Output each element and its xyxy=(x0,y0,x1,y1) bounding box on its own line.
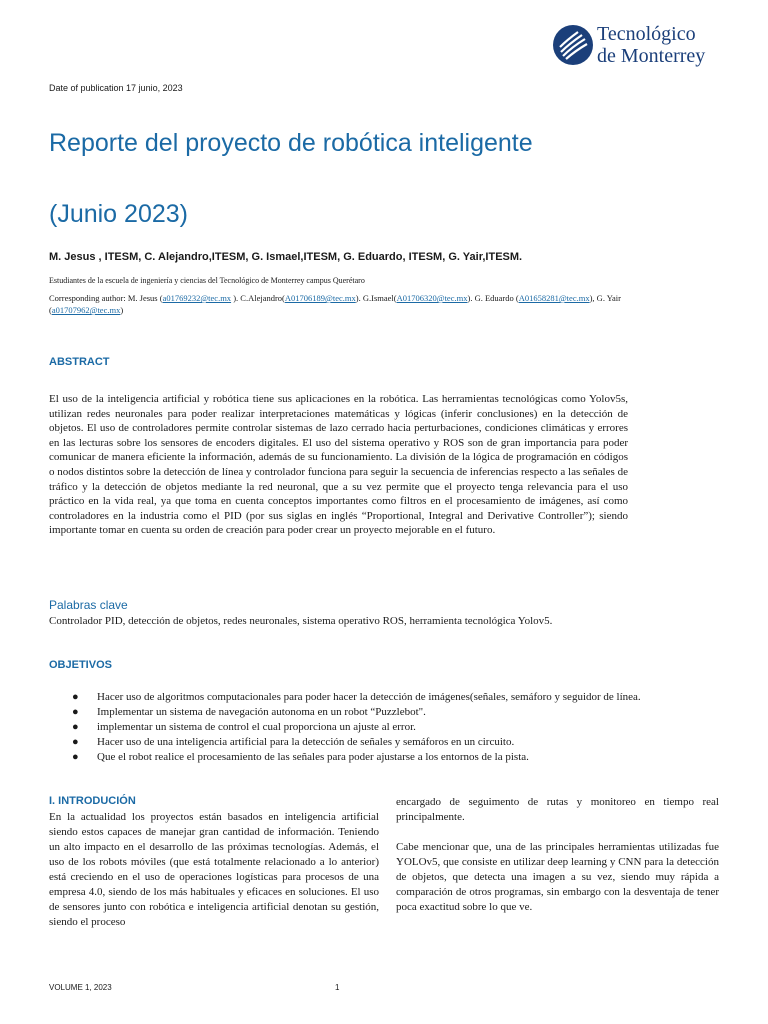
objective-text: Hacer uso de una inteligencia artificial para la detección de señales y semáforos en un circuito. xyxy=(97,736,515,748)
keywords-text: Controlador PID, detección de objetos, redes neuronales, sistema operativo ROS, herramienta tecnológica Yolov5. xyxy=(49,615,553,627)
email-link-5[interactable]: a01707962@tec.mx xyxy=(51,305,121,315)
footer-volume: VOLUME 1, 2023 xyxy=(49,983,112,992)
tec-seal-icon xyxy=(552,22,594,68)
abstract-heading: ABSTRACT xyxy=(49,356,110,368)
objectives-list xyxy=(72,690,652,765)
corr-suffix: ) xyxy=(120,305,124,315)
introduction-column-1: En la actualidad los proyectos están basados en inteligencia artificial siendo estos capaces de manejar gran cantidad de información. Teniendo un alto impacto en el desarrollo de las próximas tecnologías. Además, el uso de los robots móviles (que está totalmente relacionado a lo anterior) está creciendo en el uso de operaciones logísticas para procesos de una empresa 4.0, siendo de los más habituales y eficaces en soluciones. El uso de sensores junto con robótica e inteligencia artificial denotan su gestión, siendo el proceso xyxy=(49,811,379,928)
corr-prefix: Corresponding author: M. Jesus ( xyxy=(49,293,163,303)
email-link-4[interactable]: A01658281@tec.mx xyxy=(518,293,590,303)
logo-line2: de Monterrey xyxy=(597,45,706,67)
keywords-heading: Palabras clave xyxy=(49,598,128,612)
corr-sep-3: ). G. Eduardo ( xyxy=(467,293,519,303)
bullet-icon: ● xyxy=(72,691,79,703)
corr-sep-1: ). C.Alejandro( xyxy=(231,293,285,303)
bullet-icon: ● xyxy=(72,736,79,748)
email-link-2[interactable]: A01706189@tec.mx xyxy=(284,293,356,303)
objective-text: Implementar un sistema de navegación autonoma en un robot “Puzzlebot". xyxy=(97,706,426,718)
objective-text: Que el robot realice el procesamiento de las señales para poder ajustarse a los entornos de la pista. xyxy=(97,751,529,763)
affiliation: Estudiantes de la escuela de ingeniería y ciencias del Tecnológico de Monterrey campus Querétaro xyxy=(49,276,365,285)
paper-subtitle: (Junio 2023) xyxy=(49,200,188,228)
bullet-icon: ● xyxy=(72,721,79,733)
corr-sep-4: ), G. Yair ( xyxy=(49,293,621,315)
list-item xyxy=(72,720,652,735)
logo-line1: Tecnológico xyxy=(597,23,696,45)
objective-text: Hacer uso de algoritmos computacionales para poder hacer la detección de imágenes(señales, semáforo y seguidor de línea. xyxy=(97,691,641,703)
paper-title: Reporte del proyecto de robótica inteligente xyxy=(49,129,533,157)
list-item xyxy=(72,750,652,765)
objective-text: implementar un sistema de control el cual proporciona un ajuste al error. xyxy=(97,721,416,733)
footer-page-number: 1 xyxy=(335,983,340,992)
introduction-column-2-para-2: Cabe mencionar que, una de las principales herramientas utilizadas fue YOLOv5, que consiste en utilizar deep learning y CNN para la detección de objetos, que detecta una imagen a su vez, siendo muy rápida a comparación de otros programas, sin embargo con la desventaja de tener poca exactitud sobre lo que ve. xyxy=(396,841,719,913)
introduction-heading: I. INTRODUCIÓN xyxy=(49,795,136,807)
list-item xyxy=(72,690,652,705)
bullet-icon: ● xyxy=(72,751,79,763)
author-list: M. Jesus , ITESM, C. Alejandro,ITESM, G. Ismael,ITESM, G. Eduardo, ITESM, G. Yair,ITESM. xyxy=(49,251,523,263)
list-item xyxy=(72,705,652,720)
abstract-text: El uso de la inteligencia artificial y robótica tiene sus aplicaciones en la robótica. Las herramientas tecnológicas como Yolov5s, utilizan redes neuronales para poder realizar interpretaciones matemáticas y lógicas (inferir conclusiones) en la detección de objetos. El uso de controladores permite controlar sistemas de lazo cerrado hacia perturbaciones, condiciones climáticas y errores en las lecturas sobre los sensores de encoders digitales. El uso del sistema operativo y ROS son de gran importancia para poder comunicar de manera eficiente la información, además de su funcionamiento. La división de la lógica de programación en códigos o nodos distintos sobre la detección de línea y controlador funciona para seguir la secuencia de inferencias respecto a las señales de tráfico y la detección de objetos mediante la red neuronal, que a su vez permite que el proyecto tenga relevancia para el uso práctico en la vida real, ya que toma en cuenta conceptos importantes como filtros en el procesamiento de imágenes, así como controladores en la industria como el PID (por sus siglas en inglés “Proportional, Integral and Derivative Controller”); siendo importante tomar en cuenta su orden de creación para poder crear un proyecto mejorable en el futuro. xyxy=(49,393,628,537)
email-link-1[interactable]: a01769232@tec.mx xyxy=(162,293,232,303)
corr-sep-2: ). G.Ismael( xyxy=(355,293,397,303)
introduction-column-2-para-1: encargado de seguimento de rutas y monitoreo en tiempo real principalmente. xyxy=(396,796,719,823)
publication-date: Date of publication 17 junio, 2023 xyxy=(49,83,183,93)
objectives-heading: OBJETIVOS xyxy=(49,659,112,671)
email-link-3[interactable]: A01706320@tec.mx xyxy=(396,293,468,303)
bullet-icon: ● xyxy=(72,706,79,718)
corresponding-author xyxy=(49,292,629,316)
list-item xyxy=(72,735,652,750)
tec-monterrey-logo xyxy=(552,22,722,72)
